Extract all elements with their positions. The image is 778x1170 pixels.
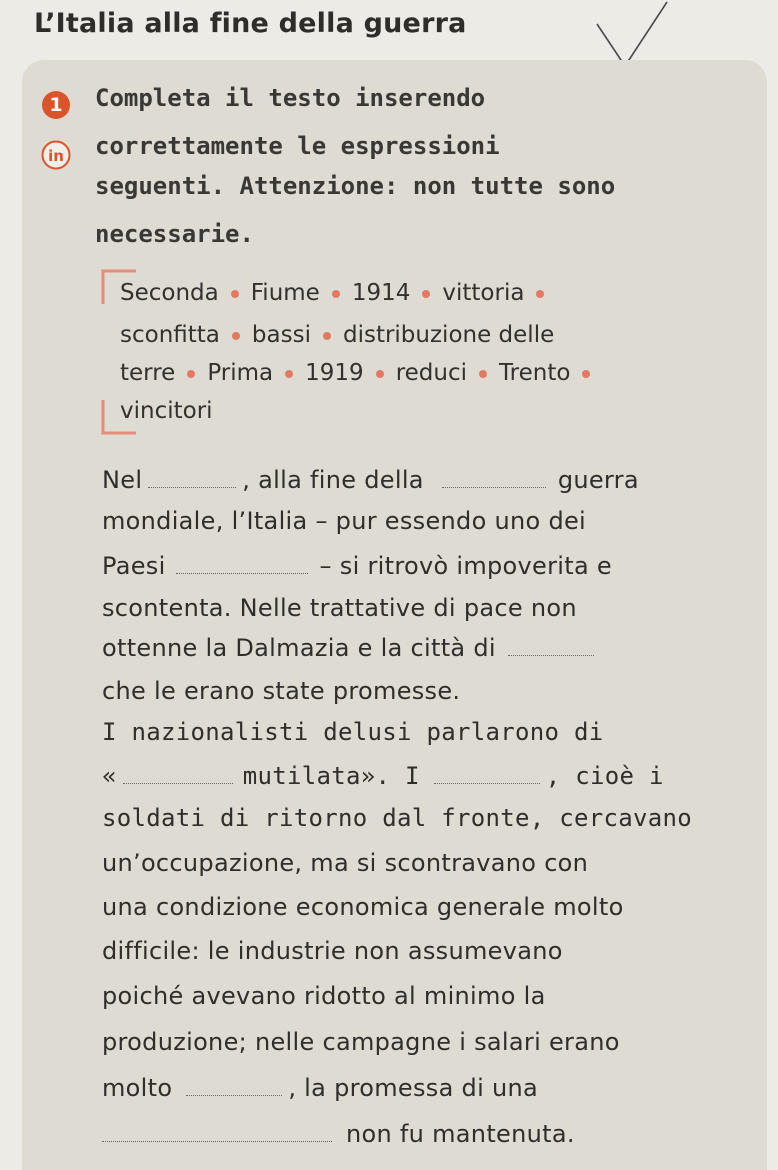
text-fragment: « (102, 762, 117, 790)
text-line: mondiale, l’Italia – pur essendo uno dei (102, 507, 587, 535)
text-line: I nazionalisti delusi parlarono di (102, 718, 604, 746)
text-line: una condizione economica generale molto (102, 893, 624, 921)
bullet-separator (582, 370, 590, 378)
word-bank-item: Trento (499, 360, 571, 386)
word-bank-item: bassi (251, 322, 311, 348)
text-line (102, 762, 664, 790)
text-line: difficile: le industrie non assumevano (102, 937, 563, 965)
word-bank-line (120, 322, 554, 348)
text-line (102, 1074, 538, 1102)
text-line (102, 1120, 575, 1148)
text-fragment: non fu mantenuta. (346, 1120, 575, 1148)
fill-in-blank[interactable] (434, 765, 540, 784)
text-fragment: Nel (102, 466, 143, 494)
text-fragment: ottenne la Dalmazia e la città di (102, 634, 496, 662)
word-bank-item: distribuzione delle (342, 322, 555, 348)
text-line: poiché avevano ridotto al minimo la (102, 982, 546, 1010)
bullet-separator (422, 290, 430, 298)
badge-label: in (48, 147, 64, 165)
text-fragment: Paesi (102, 552, 166, 580)
page-title: L’Italia alla fine della guerra (34, 8, 467, 39)
text-fragment: , cioè i (545, 762, 664, 790)
word-bank-item: reduci (395, 360, 468, 386)
word-bank-line (120, 398, 213, 424)
fill-in-blank[interactable] (442, 469, 546, 488)
instruction-line: seguenti. Attenzione: non tutte sono (95, 172, 616, 200)
instruction-line: correttamente le espressioni (95, 132, 500, 160)
bullet-separator (285, 370, 293, 378)
fill-in-blank[interactable] (148, 469, 236, 488)
bullet-separator (376, 370, 384, 378)
fill-in-blank[interactable] (102, 1123, 332, 1142)
text-fragment: , alla fine della (242, 466, 424, 494)
word-bank-item: Seconda (120, 280, 219, 306)
word-bank-item: Prima (207, 360, 274, 386)
text-fragment: guerra (557, 466, 639, 494)
text-line (102, 634, 600, 662)
text-line: soldati di ritorno dal fronte, cercavano (102, 804, 692, 832)
fill-in-blank[interactable] (508, 637, 594, 656)
inclusive-badge-icon (41, 140, 71, 170)
word-bank-item: 1919 (305, 360, 364, 386)
word-bank-item: Fiume (250, 280, 320, 306)
text-fragment: mutilata». I (242, 762, 420, 790)
fill-in-blank[interactable] (123, 765, 233, 784)
word-bank-item: vincitori (120, 398, 213, 424)
bullet-separator (232, 332, 240, 340)
word-bank-item: vittoria (442, 280, 525, 306)
fill-in-blank[interactable] (176, 555, 308, 574)
text-fragment: molto (102, 1074, 173, 1102)
text-line: produzione; nelle campagne i salari erano (102, 1028, 620, 1056)
text-fragment: , la promessa di una (288, 1074, 538, 1102)
text-line: un’occupazione, ma si scontravano con (102, 849, 589, 877)
bullet-separator (323, 332, 331, 340)
bullet-separator (479, 370, 487, 378)
word-bank-line (120, 360, 602, 386)
word-bank-item: 1914 (351, 280, 411, 306)
text-fragment: – si ritrovò impoverita e (319, 552, 612, 580)
bullet-separator (231, 290, 239, 298)
text-line (102, 466, 639, 494)
bullet-separator (536, 290, 544, 298)
exercise-number: 1 (42, 91, 70, 119)
text-line (102, 552, 612, 580)
word-bank-item: sconfitta (120, 322, 220, 348)
bullet-separator (332, 290, 340, 298)
bullet-separator (187, 370, 195, 378)
word-bank-line (120, 280, 556, 306)
instruction-line: Completa il testo inserendo (95, 84, 486, 112)
text-line: che le erano state promesse. (102, 677, 461, 705)
word-bank-item: terre (120, 360, 176, 386)
text-line: scontenta. Nelle trattative di pace non (102, 594, 577, 622)
fill-in-blank[interactable] (186, 1077, 282, 1096)
instruction-line: necessarie. (95, 220, 254, 248)
